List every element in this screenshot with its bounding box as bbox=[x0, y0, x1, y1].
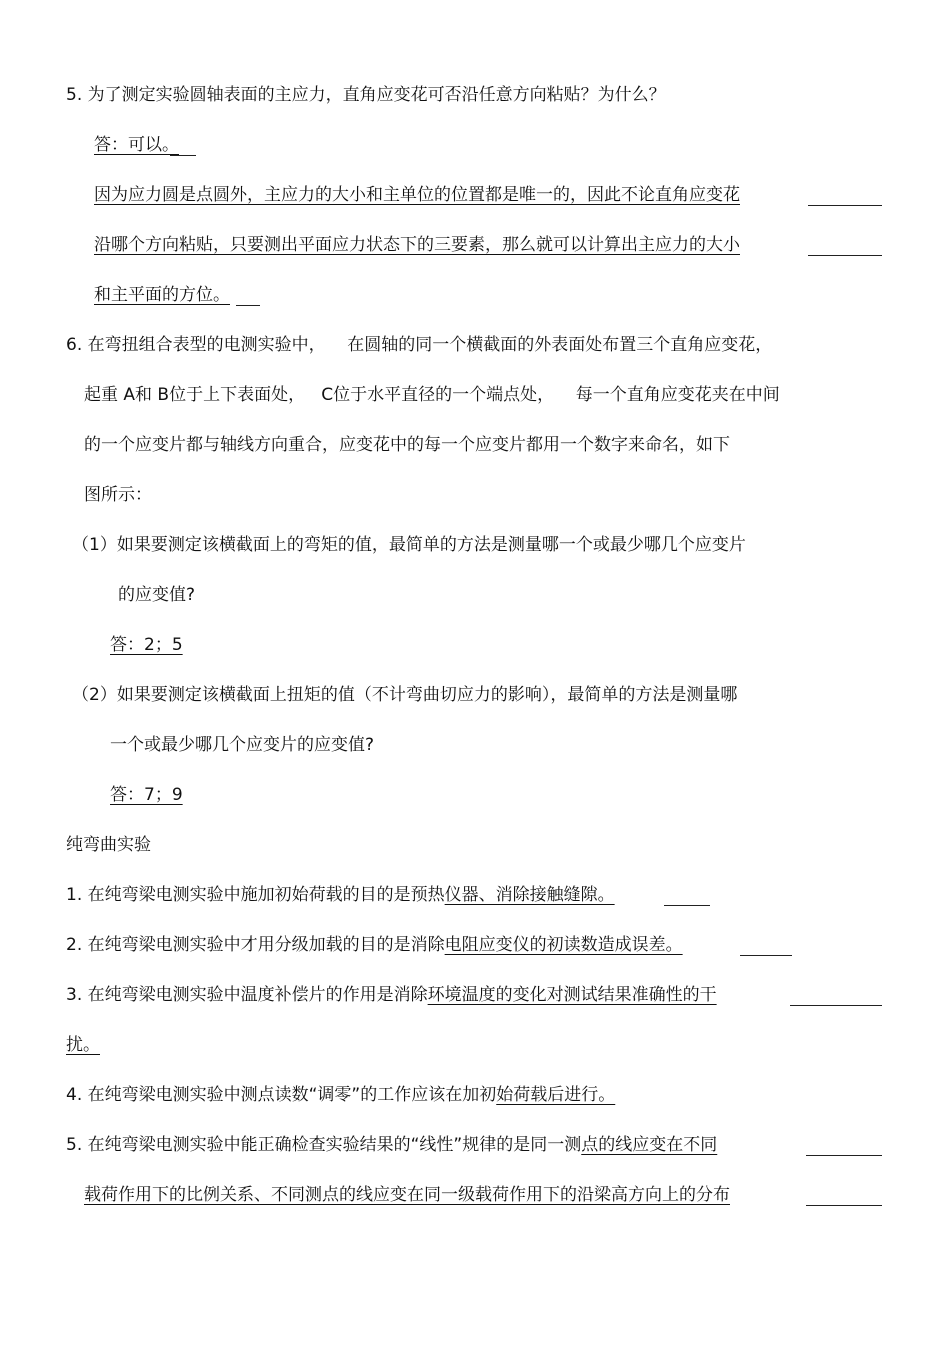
pb-item-5 bbox=[66, 1134, 717, 1156]
pb-item-2 bbox=[66, 934, 683, 956]
q6-sub2-answer: 答：7；9 bbox=[110, 785, 183, 805]
pb-item-3-prefix: 3. 在纯弯梁电测实验中温度补偿片的作用是消除 bbox=[66, 985, 428, 1005]
answer-underline bbox=[236, 305, 260, 306]
pb-item-2-prefix: 2. 在纯弯梁电测实验中才用分级加载的目的是消除 bbox=[66, 935, 445, 955]
q6-line-3: 的一个应变片都与轴线方向重合，应变花中的每一个应变片都用一个数字来命名，如下 bbox=[84, 435, 730, 455]
q6-line-2: 起重 A和 B位于上下表面处， C位于水平直径的一个端点处， 每一个直角应变花夹在中间 bbox=[84, 385, 780, 405]
pb-item-1 bbox=[66, 884, 615, 906]
pb-item-4-prefix: 4. 在纯弯梁电测实验中测点读数“调零”的工作应该在加初 bbox=[66, 1085, 497, 1105]
q6-sub2-line-1: （2）如果要测定该横截面上扭矩的值（不计弯曲切应力的影响），最简单的方法是测量哪 bbox=[72, 685, 738, 705]
q5-answer: 答：可以。 bbox=[94, 135, 179, 155]
answer-underline bbox=[806, 1205, 882, 1206]
q5-explanation-line-3: 和主平面的方位。 bbox=[94, 285, 230, 305]
q6-sub1-line-1: （1）如果要测定该横截面上的弯矩的值，最简单的方法是测量哪一个或最少哪几个应变片 bbox=[72, 535, 746, 555]
q6-sub1-line-2: 的应变值? bbox=[118, 585, 196, 605]
section-title: 纯弯曲实验 bbox=[66, 835, 151, 855]
answer-underline bbox=[790, 1005, 882, 1006]
pb-item-5-line-2: 载荷作用下的比例关系、不同测点的线应变在同一级载荷作用下的沿梁高方向上的分布 bbox=[84, 1185, 730, 1205]
q6-sub1-answer: 答：2；5 bbox=[110, 635, 183, 655]
answer-underline bbox=[664, 905, 710, 906]
q6-sub2-line-2: 一个或最少哪几个应变片的应变值? bbox=[110, 735, 375, 755]
pb-item-4-answer: 始荷载后进行。 bbox=[496, 1085, 616, 1105]
pb-item-3-continuation: 扰。 bbox=[66, 1035, 100, 1055]
pb-item-5-prefix: 5. 在纯弯梁电测实验中能正确检查实验结果的“线性”规律的是同一测 bbox=[66, 1135, 582, 1155]
pb-item-3 bbox=[66, 984, 717, 1006]
pb-item-3-answer: 环境温度的变化对测试结果准确性的干 bbox=[427, 985, 717, 1005]
answer-underline bbox=[808, 255, 882, 256]
answer-underline bbox=[740, 955, 792, 956]
q5-explanation-line-1: 因为应力圆是点圆外，主应力的大小和主单位的位置都是唯一的，因此不论直角应变花 bbox=[94, 185, 740, 205]
pb-item-2-answer: 电阻应变仪的初读数造成误差。 bbox=[444, 935, 683, 955]
pb-item-5-answer: 点的线应变在不同 bbox=[581, 1135, 718, 1155]
q6-line-1: 6. 在弯扭组合表型的电测实验中， 在圆轴的同一个横截面的外表面处布置三个直角应变花， bbox=[66, 335, 773, 355]
answer-underline bbox=[808, 205, 882, 206]
q5-explanation-line-2: 沿哪个方向粘贴，只要测出平面应力状态下的三要素，那么就可以计算出主应力的大小 bbox=[94, 235, 740, 255]
q6-line-4: 图所示： bbox=[84, 485, 152, 505]
pb-item-4 bbox=[66, 1084, 615, 1106]
pb-item-1-answer: 仪器、消除接触缝隙。 bbox=[444, 885, 615, 905]
answer-underline bbox=[170, 155, 196, 156]
pb-item-1-prefix: 1. 在纯弯梁电测实验中施加初始荷载的目的是预热 bbox=[66, 885, 445, 905]
q5-question: 5. 为了测定实验圆轴表面的主应力，直角应变花可否沿任意方向粘贴？为什么？ bbox=[66, 85, 666, 105]
answer-underline bbox=[806, 1155, 882, 1156]
